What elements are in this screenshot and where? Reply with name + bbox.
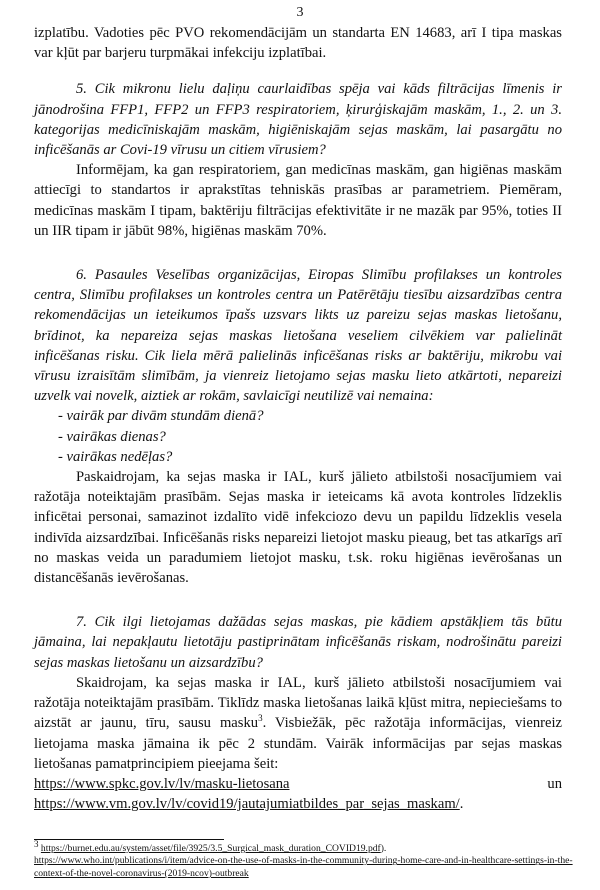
answer-7-text-end: . Visbiežāk, pēc ražotāja informācijas, vienreiz lietojama maska jāmaina ik pēc 2 stundām. Vairāk informācijas par sejas maskas lietošanas pamatprincipiem pieejama šeit: [34, 715, 563, 772]
who-link[interactable]: https://www.who.int/publications/i/item/advice-on-the-use-of-masks-in-the-community-during-home-care-and-in-healthcare-settings-in-the-context-of-the-novel-coronavirus-(2019-ncov)-outbreak [34, 855, 573, 879]
footnote-marker: 3 [34, 838, 39, 849]
footnotes [34, 838, 574, 880]
question-5: 5. Cik mikronu lielu daļiņu caurlaidības spēja vai kāds filtrācijas līmenis ir jānodrošina FFP1, FFP2 un FFP3 respiratoriem, ķirurģiskajām maskām, 1., 2. un 3. kategorijas medicīniskajām maskām, higiēniskajām sejas maskām, lai pasargātu no inficēšanās ar Covi-19 vīrusu un citiem vīrusiem? [34, 81, 562, 159]
question-6: 6. Pasaules Veselības organizācijas, Eiropas Slimību profilakses un kontroles centra, Slimību profilakses un kontroles centra un Patērētāju tiesību aizsardzības centra rekomendācijas un ieteikumos īpašs uzsvars likts uz pareizu sejas maskas lietošanu, brīdinot, ka nepareiza sejas maskas lietošana veseliem cilvēkiem var palielināt inficēšanas risku. Cik liela mērā palielinās inficēšanas risks ar baktēriju, mikrobu vai vīrusu izraisītām slimībām, ja vienreiz lietojamo sejas masku lieto atkārtoti, nepareizi uzvelk vai novelk, aiztiek ar rokām, savlaicīgi neutilizē vai nemaina: [34, 267, 562, 405]
spkc-link[interactable]: https://www.spkc.gov.lv/lv/masku-lietosana [34, 775, 290, 792]
document-body [34, 23, 562, 814]
vm-link-line [34, 794, 562, 814]
answer-7 [34, 673, 562, 774]
footnote-divider [34, 839, 224, 840]
link-line [34, 774, 562, 794]
answer-5: Informējam, ka gan respiratoriem, gan medicīnas maskām, gan higiēnas maskām attiecīgi to standartos ir aprakstītas tehniskās prasības ar parametriem. Piemēram, medicīnas maskām I tipam, baktēriju filtrācijas efektivitāte ir ne mazāk par 95%, toties II un IIR tipam ir jābūt 98%, higiēnas maskām 70%. [34, 162, 562, 239]
answer-7-text-start: Skaidrojam, ka sejas maska ir IAL, kurš jālieto atbilstoši nosacījumiem vai ražotāja noteiktajām prasībām. Tiklīdz maska lietošanas laikā kļūst mitra, nepieciešams to aizstāt ar jaunu, tīru, sausu masku [34, 674, 562, 732]
list-item: - vairākas dienas? [58, 428, 166, 445]
footnote-reference[interactable]: 3 [258, 713, 263, 724]
answer-6: Paskaidrojam, ka sejas maska ir IAL, kurš jālieto atbilstoši nosacījumiem vai ražotāja noteiktajām prasībām. Sejas maska ir ieteicams kā avota kontroles līdzeklis inficētai personai, samazinot izdalīto vidē infekciozo devu un papildu līdzeklis vesela indivīda aizsardzībai. Inficēšanās risks nepareizi lietojot masku pieaug, bet tas atkarīgs arī no maskas veida un paradumiem lietojot masku, t.sk. roku higiēnas ievērošanas un distancēšanās ievērošanas. [34, 469, 562, 587]
intro-paragraph: izplatību. Vadoties pēc PVO rekomendācijām un standarta EN 14683, arī I tipa maskas var kļūt par barjeru turpmākai infekciju izplatībai. [34, 25, 562, 62]
footnote-who [34, 855, 574, 880]
list-item: - vairāk par divām stundām dienā? [58, 408, 264, 425]
burnet-link[interactable]: https://burnet.edu.au/system/asset/file/3925/3.5_Surgical_mask_duration_COVID19.pdf [40, 843, 381, 854]
footnote-3 [34, 838, 574, 855]
vm-link[interactable]: https://www.vm.gov.lv/lv/covid19/jautajumiatbildes_par_sejas_maskam/ [34, 796, 460, 813]
vm-link-trailing: . [459, 796, 464, 813]
footnote-url1-suffix: ). [380, 843, 387, 854]
conjunction-text: un [547, 775, 562, 792]
question-7: 7. Cik ilgi lietojamas dažādas sejas maskas, pie kādiem apstākļiem tās būtu jāmaina, lai nepakļautu lietotāju pastiprinātam inficēšanās riskam, nodrošinātu pareizi sejas maskas lietošanu un aizsardzību? [34, 614, 562, 671]
page-number: 3 [296, 5, 304, 20]
list-item: - vairākas nedēļas? [58, 448, 173, 465]
